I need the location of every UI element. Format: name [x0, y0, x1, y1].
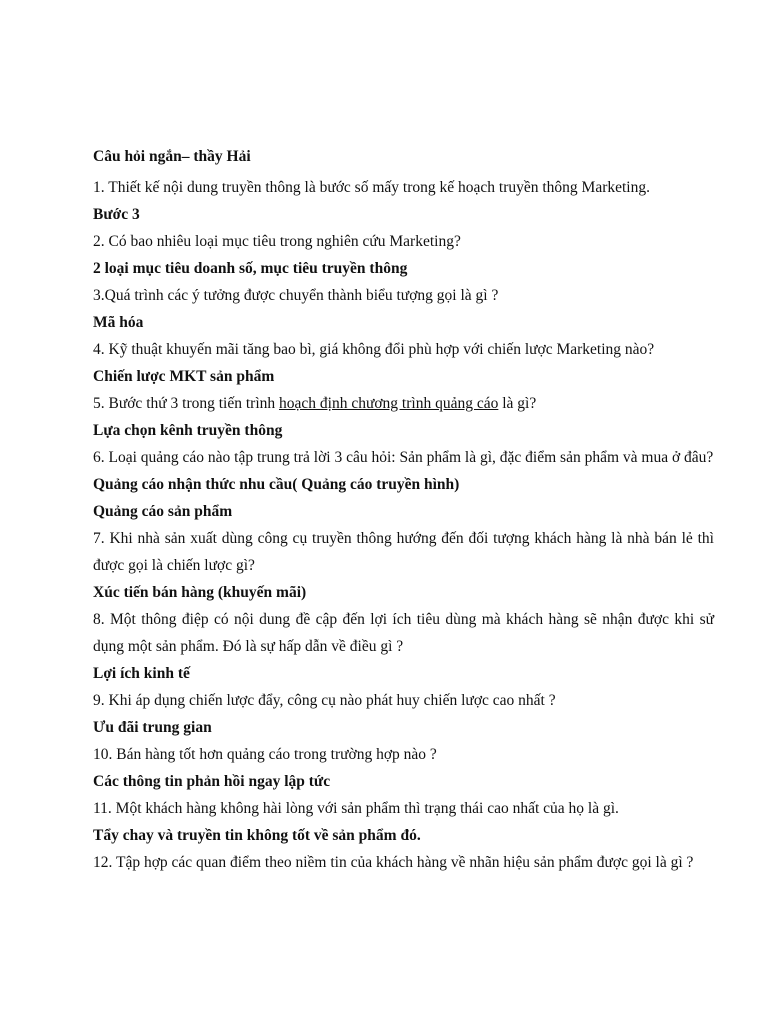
- answer-6a: Quảng cáo nhận thức nhu cầu( Quảng cáo truyền hình): [93, 476, 460, 493]
- question-4: 4. Kỹ thuật khuyến mãi tăng bao bì, giá không đổi phù hợp với chiến lược Marketing nào?: [93, 341, 655, 358]
- answer-7: Xúc tiến bán hàng (khuyến mãi): [93, 584, 307, 601]
- answer-8: Lợi ích kinh tế: [93, 665, 190, 682]
- answer-4: Chiến lược MKT sản phẩm: [93, 368, 275, 385]
- answer-2: 2 loại mục tiêu doanh số, mục tiêu truyền thông: [93, 260, 408, 277]
- answer-5: Lựa chọn kênh truyền thông: [93, 422, 283, 439]
- question-5-underlined-term: hoạch định chương trình quảng cáo: [279, 395, 499, 412]
- question-11: 11. Một khách hàng không hài lòng với sản phẩm thì trạng thái cao nhất của họ là gì.: [93, 800, 619, 817]
- question-5: [93, 390, 714, 417]
- question-12: 12. Tập hợp các quan điểm theo niềm tin của khách hàng về nhãn hiệu sản phẩm được gọi là gì ?: [93, 854, 694, 871]
- answer-11: Tẩy chay và truyền tin không tốt về sản phẩm đó.: [93, 827, 421, 844]
- question-5-prefix: 5. Bước thứ 3 trong tiến trình: [93, 395, 280, 412]
- question-5-suffix: là gì?: [498, 395, 537, 412]
- answer-3: Mã hóa: [93, 314, 144, 331]
- question-8: 8. Một thông điệp có nội dung đề cập đến lợi ích tiêu dùng mà khách hàng sẽ nhận được khi sử dụng một sản phẩm. Đó là sự hấp dẫn về điều gì ?: [93, 611, 714, 655]
- answer-6b: Quảng cáo sản phẩm: [93, 503, 233, 520]
- question-2: 2. Có bao nhiêu loại mục tiêu trong nghiên cứu Marketing?: [93, 233, 461, 250]
- answer-1: Bước 3: [93, 206, 140, 223]
- question-3: 3.Quá trình các ý tưởng được chuyển thành biểu tượng gọi là gì ?: [93, 287, 499, 304]
- question-1: 1. Thiết kế nội dung truyền thông là bước số mấy trong kế hoạch truyền thông Marketing.: [93, 179, 650, 196]
- page-title: Câu hỏi ngắn– thầy Hải: [93, 148, 251, 165]
- answer-10: Các thông tin phản hồi ngay lập tức: [93, 773, 331, 790]
- question-7: 7. Khi nhà sản xuất dùng công cụ truyền thông hướng đến đối tượng khách hàng là nhà bán lẻ thì được gọi là chiến lược gì?: [93, 530, 714, 574]
- answer-9: Ưu đãi trung gian: [93, 719, 212, 736]
- question-10: 10. Bán hàng tốt hơn quảng cáo trong trường hợp nào ?: [93, 746, 437, 763]
- question-9: 9. Khi áp dụng chiến lược đẩy, công cụ nào phát huy chiến lược cao nhất ?: [93, 692, 556, 709]
- question-6: 6. Loại quảng cáo nào tập trung trả lời 3 câu hỏi: Sản phẩm là gì, đặc điểm sản phẩm và mua ở đâu?: [93, 449, 714, 466]
